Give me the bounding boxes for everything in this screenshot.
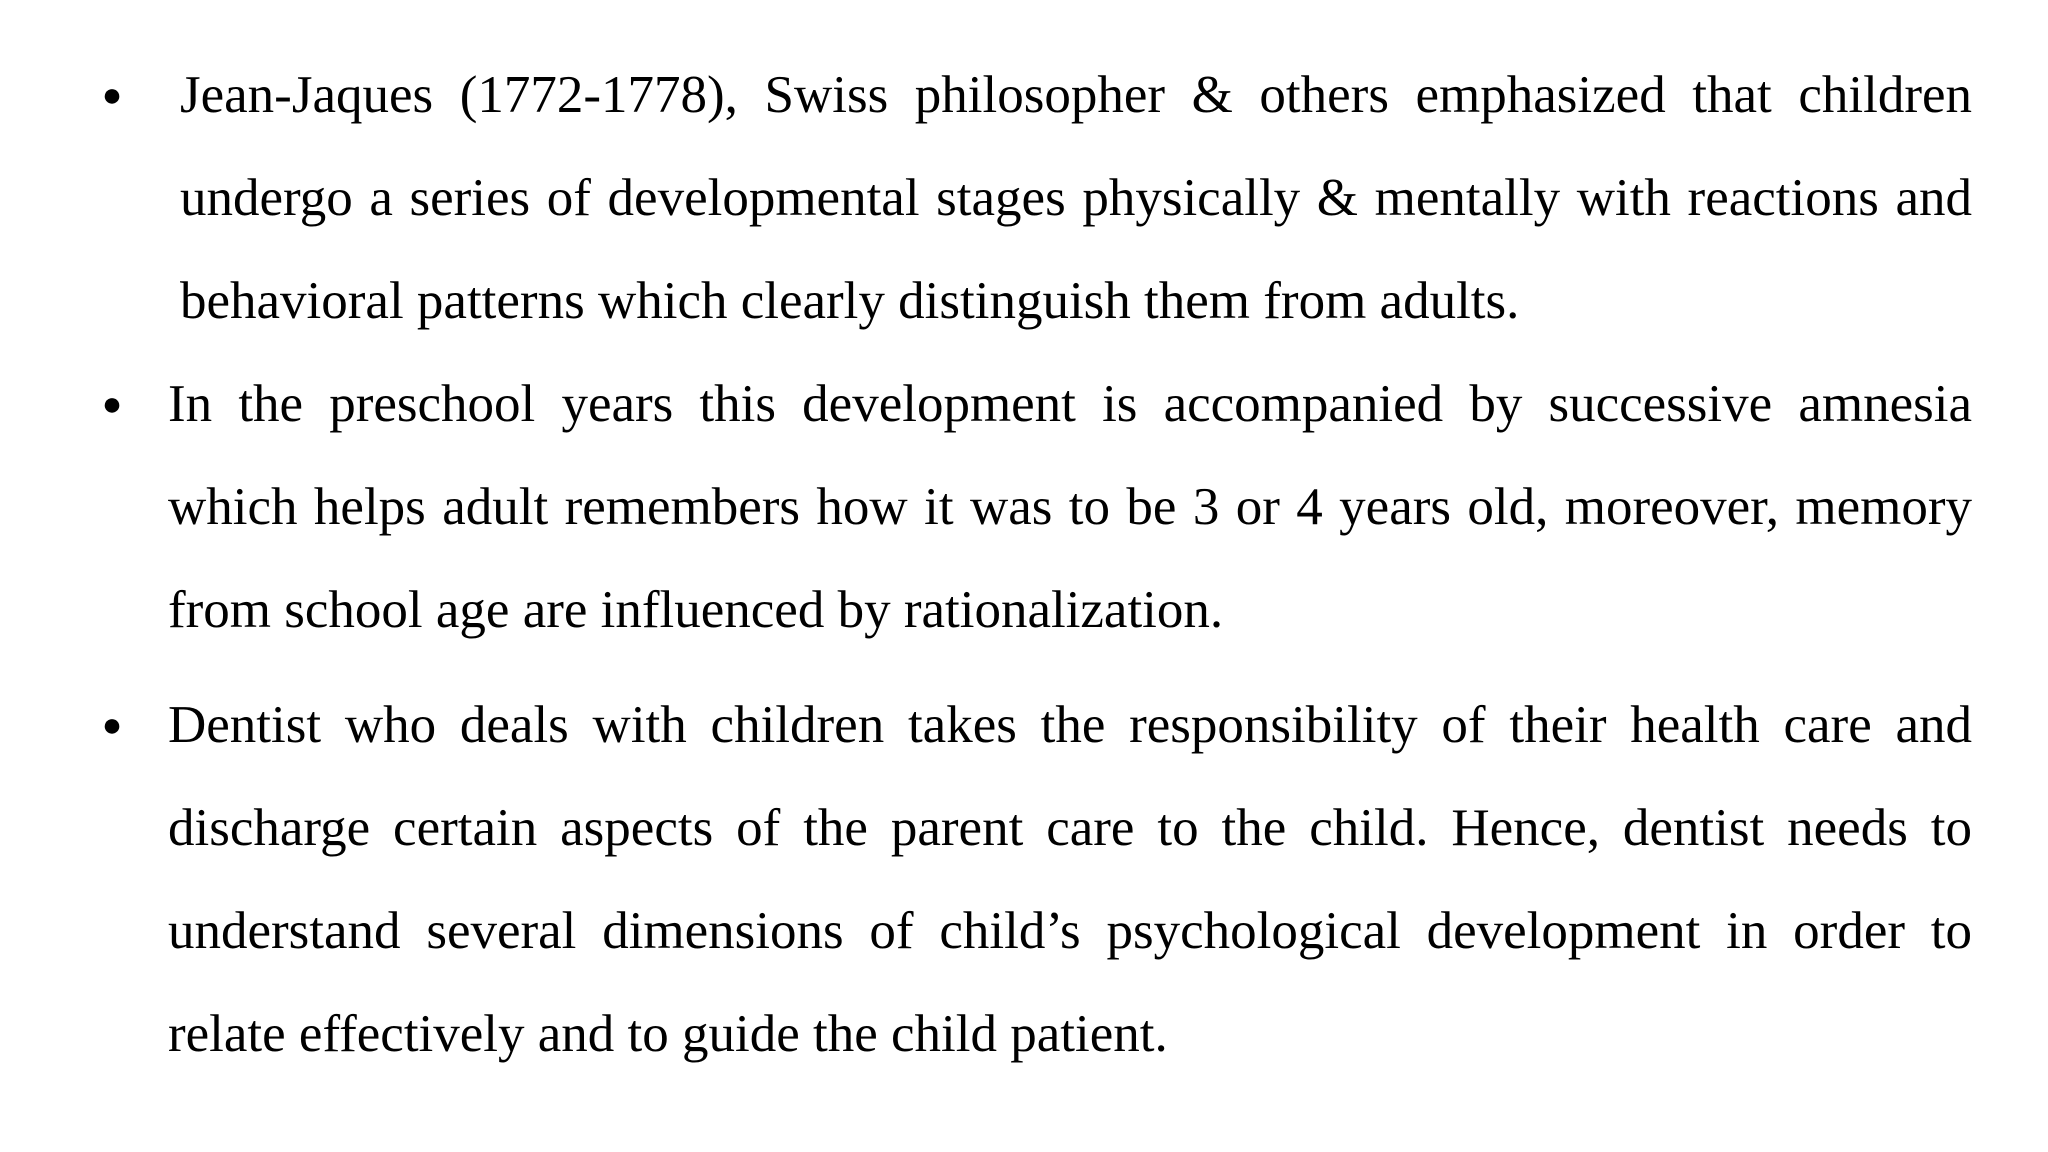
bullet-text: Jean-Jaques (1772-1778), Swiss philosopher & others emphasized that children undergo a series of developmental stages physically & mentally with reactions and behavioral patterns which clearly distinguish them from adults.	[180, 66, 1972, 330]
bullet-list	[101, 44, 1972, 1086]
bullet-text: In the preschool years this development is accompanied by successive amnesia which helps adult remembers how it was to be 3 or 4 years old, moreover, memory from school age are influenced by rationalization.	[168, 375, 1972, 639]
bullet-dot-icon: ●	[101, 386, 123, 423]
bullet-item-2	[101, 353, 1972, 662]
bullet-dot-icon: ●	[101, 707, 123, 744]
bullet-text: Dentist who deals with children takes the responsibility of their health care and discharge certain aspects of the parent care to the child. Hence, dentist needs to understand several dimensions of child’s psychological development in order to relate effectively and to guide the child patient.	[168, 696, 1972, 1063]
bullet-item-1	[101, 44, 1972, 353]
bullet-dot-icon: ●	[101, 77, 123, 114]
bullet-item-3	[101, 674, 1972, 1086]
